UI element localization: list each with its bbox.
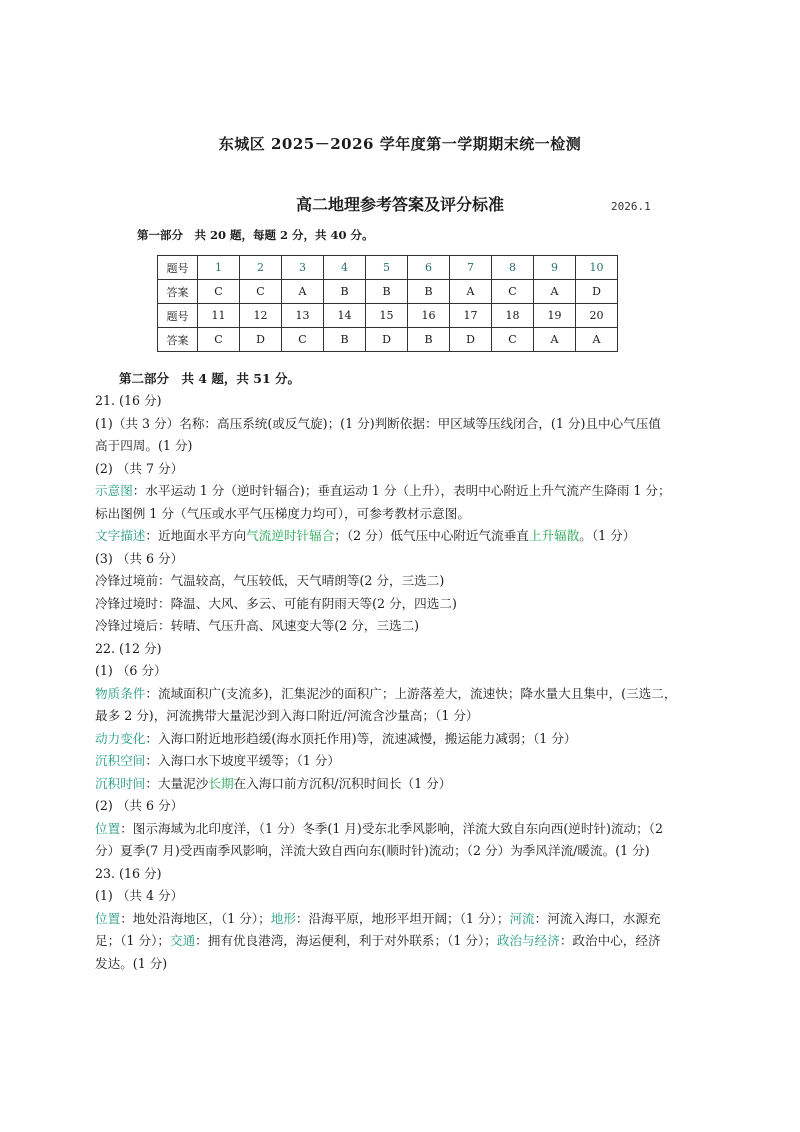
answer-text: ：入海口水下坡度平缓等；（1 分） <box>145 753 340 768</box>
answer-cell: A <box>534 328 576 352</box>
answer-cell: B <box>324 280 366 304</box>
answer-line <box>95 908 715 931</box>
part2-heading: 第二部分 共 4 题，共 51 分。 <box>119 371 301 386</box>
keyword-label: 地形 <box>270 910 296 926</box>
answer-cell: D <box>240 328 282 352</box>
question-number: 2 <box>240 256 282 280</box>
question-number: 18 <box>492 304 534 328</box>
answer-text: ：图示海域为北印度洋，（1 分）冬季(1 月)受东北季风影响，洋流大致自东向西(逆时针)流动；（2 <box>120 820 664 836</box>
answer-cell: C <box>198 328 240 352</box>
answer-line: 最多 2 分)，河流携带大量泥沙到入海口附近/河流含沙量高；（1 分） <box>95 708 479 723</box>
keyword-label: 沉积空间 <box>95 753 146 768</box>
answer-line <box>95 750 715 773</box>
keyword-label: 沉积时间 <box>95 775 146 791</box>
answer-line: 冷锋过境后：转晴、气压升高、风速变大等(2 分，三选二) <box>95 618 420 633</box>
question-number: 12 <box>240 304 282 328</box>
highlight-text: 气流逆时针辐合 <box>246 528 335 543</box>
answer-text: ：流域面积广(支流多)，汇集泥沙的面积广；上游落差大，流速快；降水量大且集中，(三选二， <box>145 685 677 701</box>
answer-text: ；（2 分）低气压中心附近气流垂直 <box>334 528 529 543</box>
sub-question-heading: (2) （共 6 分） <box>95 798 184 813</box>
keyword-label: 位置 <box>95 820 121 836</box>
answer-cell: B <box>366 280 408 304</box>
answer-table <box>157 255 618 352</box>
question-number: 4 <box>324 256 366 280</box>
question-number: 7 <box>450 256 492 280</box>
answer-cell: B <box>408 280 450 304</box>
sub-question-heading: (1) （6 分） <box>95 663 167 678</box>
question-number: 5 <box>366 256 408 280</box>
sub-question-heading: (3) （共 6 分） <box>95 550 184 566</box>
question-number: 10 <box>576 256 618 280</box>
question-number: 16 <box>408 304 450 328</box>
question-number: 13 <box>282 304 324 328</box>
table-row <box>158 280 618 304</box>
answer-line: 冷锋过境时：降温、大风、多云、可能有阴雨天等(2 分，四选二) <box>95 595 457 611</box>
answer-cell: C <box>240 280 282 304</box>
part1-heading: 第一部分 共 20 题，每题 2 分，共 40 分。 <box>137 228 374 242</box>
answer-text: ：政治中心，经济 <box>559 933 661 948</box>
answer-text: ：入海口附近地形趋缓(海水顶托作用)等，流速减慢，搬运能力减弱；（1 分） <box>145 730 577 746</box>
question-number: 19 <box>534 304 576 328</box>
answer-text: ：近地面水平方向 <box>145 528 247 543</box>
answer-cell: D <box>450 328 492 352</box>
keyword-label: 交通 <box>169 933 196 948</box>
question-number: 9 <box>534 256 576 280</box>
question-number: 20 <box>576 304 618 328</box>
question-number: 11 <box>198 304 240 328</box>
keyword-label: 文字描述 <box>95 528 146 543</box>
answer-text: 足；（1 分）； <box>95 933 170 948</box>
answer-text: ：沿海平原，地形平坦开阔；（1 分）； <box>295 910 510 926</box>
answer-line: (1)（共 3 分）名称：高压系统(或反气旋)；(1 分)判断依据：甲区域等压线闭合，(1 分)且中心气压值 <box>95 415 661 431</box>
question-heading: 23. (16 分) <box>95 865 162 881</box>
row-label: 答案 <box>158 328 198 352</box>
answer-cell: C <box>492 328 534 352</box>
answer-cell: A <box>576 328 618 352</box>
answer-cell: B <box>324 328 366 352</box>
answer-cell: C <box>282 328 324 352</box>
question-heading: 22. (12 分) <box>95 640 162 656</box>
answer-cell: B <box>408 328 450 352</box>
question-number: 6 <box>408 256 450 280</box>
question-number: 8 <box>492 256 534 280</box>
keyword-label: 示意图 <box>95 483 133 498</box>
answer-line: 冷锋过境前：气温较高，气压较低，天气晴朗等(2 分，三选二) <box>95 573 445 588</box>
sub-question-heading: (2) （共 7 分） <box>95 460 184 476</box>
sub-question-heading: (1) （共 4 分） <box>95 888 184 903</box>
question-number: 15 <box>366 304 408 328</box>
answer-line: 标出图例 1 分（气压或水平气压梯度力均可），可参考教材示意图。 <box>95 505 470 521</box>
question-number: 17 <box>450 304 492 328</box>
answer-line <box>95 480 715 503</box>
answer-line <box>95 683 715 706</box>
part2-answers <box>95 390 715 975</box>
question-number: 14 <box>324 304 366 328</box>
answer-line: 分）夏季(7 月)受西南季风影响，洋流大致自西向东(顺时针)流动；（2 分）为季风洋流/暖流。(1 分) <box>95 843 650 858</box>
document-title: 高二地理参考答案及评分标准 <box>295 195 504 214</box>
question-number: 3 <box>282 256 324 280</box>
answer-text: ：大量泥沙 <box>145 775 209 791</box>
keyword-label: 位置 <box>95 910 121 926</box>
answer-text: 在入海口前方沉积/沉积时间长（1 分） <box>233 775 452 791</box>
answer-cell: A <box>534 280 576 304</box>
answer-text: ：水平运动 1 分（逆时针辐合)；垂直运动 1 分（上升），表明中心附近上升气流产生降雨 1 分； <box>132 483 671 498</box>
answer-line: 发达。(1 分) <box>95 955 168 971</box>
table-row <box>158 304 618 328</box>
exam-title: 东城区 2025－2026 学年度第一学期期末统一检测 <box>218 135 582 153</box>
answer-line <box>95 728 715 751</box>
answer-cell: C <box>198 280 240 304</box>
document-date: 2026.1 <box>611 200 651 213</box>
answer-text: ：地处沿海地区，（1 分）； <box>120 910 271 926</box>
table-row <box>158 256 618 280</box>
row-label: 答案 <box>158 280 198 304</box>
answer-cell: A <box>282 280 324 304</box>
highlight-text: 长期 <box>208 775 234 791</box>
highlight-text: 上升辐散 <box>528 528 580 543</box>
answer-line <box>95 818 715 841</box>
keyword-label: 河流 <box>509 910 535 926</box>
answer-line <box>95 930 715 953</box>
answer-line <box>95 773 715 796</box>
question-number: 1 <box>198 256 240 280</box>
row-label: 题号 <box>158 256 198 280</box>
answer-text: ：拥有优良港湾，海运便利，利于对外联系；（1 分）； <box>195 933 497 948</box>
row-label: 题号 <box>158 304 198 328</box>
answer-cell: D <box>576 280 618 304</box>
answer-text: 。（1 分） <box>579 528 636 543</box>
keyword-label: 物质条件 <box>95 685 146 701</box>
answer-text: ：河流入海口，水源充 <box>534 910 661 926</box>
table-row <box>158 328 618 352</box>
answer-cell: D <box>366 328 408 352</box>
answer-line: 高于四周。(1 分) <box>95 438 193 453</box>
keyword-label: 动力变化 <box>95 730 146 746</box>
question-heading: 21. (16 分) <box>95 393 162 408</box>
keyword-label: 政治与经济 <box>496 933 560 948</box>
answer-cell: A <box>450 280 492 304</box>
answer-cell: C <box>492 280 534 304</box>
answer-line <box>95 525 715 548</box>
